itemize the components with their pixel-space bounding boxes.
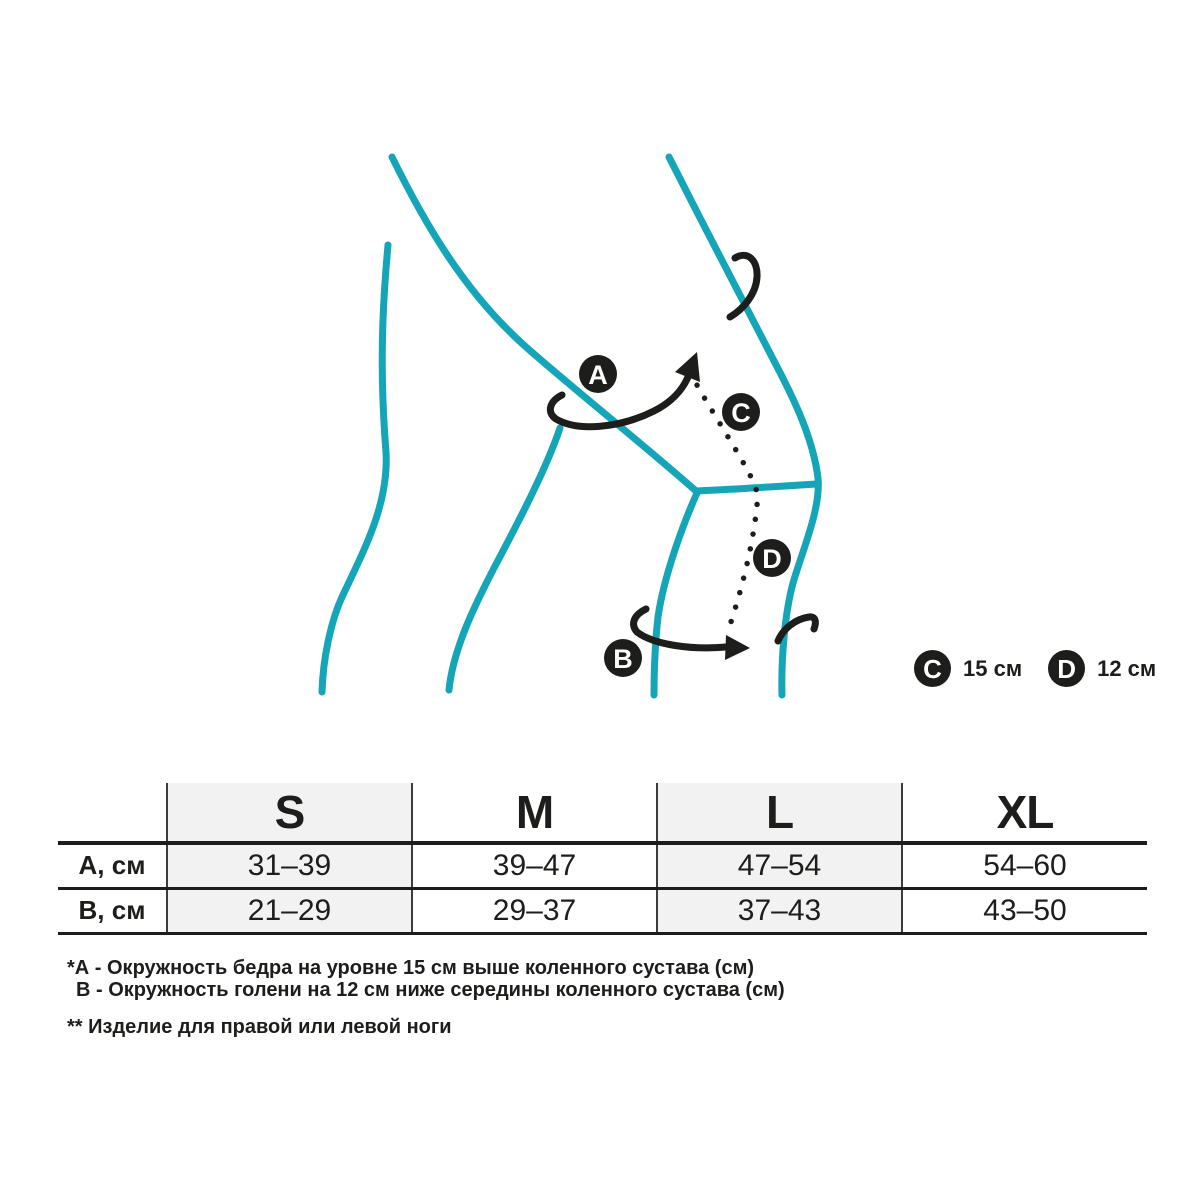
size-table-corner-cell [58,783,167,843]
column-header-l: L [657,783,902,843]
legend-value-c: 15 см [963,655,1023,681]
cell-a-m: 39–47 [412,843,657,888]
hanging-thigh-back-outline [449,428,560,690]
size-table [58,783,1147,935]
measurement-legend [914,650,1156,687]
legend-item-d [1048,650,1156,687]
back-hip-outline [322,245,388,692]
measure-b-arrow-arc [634,609,726,648]
badge-a-label: A [588,360,608,390]
cell-b-xl: 43–50 [902,888,1147,933]
legend-badge-d: D [1048,650,1085,687]
table-row-a [58,843,1147,888]
cell-a-l: 47–54 [657,843,902,888]
cell-b-s: 21–29 [167,888,412,933]
column-header-m: M [412,783,657,843]
row-label-a: А, см [78,850,146,881]
footnote-left-right: ** Изделие для правой или левой ноги [67,1016,452,1038]
cell-a-s: 31–39 [167,843,412,888]
footnote-a: *А - Окружность бедра на уровне 15 см выше коленного сустава (см) [67,957,755,979]
badge-b-label: B [613,644,633,674]
cell-b-l: 37–43 [657,888,902,933]
badge-c-label: C [731,398,751,428]
cell-a-xl: 54–60 [902,843,1147,888]
column-header-s: S [167,783,412,843]
footnote-b: В - Окружность голени на 12 см ниже середины коленного сустава (см) [76,979,785,1001]
shin-front-outline [654,493,697,695]
badge-d-label: D [762,544,782,574]
legend-value-d: 12 см [1097,655,1157,681]
table-row-b [58,888,1147,933]
measure-b-arrowhead [725,635,750,660]
thigh-top-outline [392,157,696,491]
column-header-xl: XL [902,783,1147,843]
size-table-header-row [58,783,1147,843]
legend-item-c [914,650,1022,687]
footnotes [67,957,785,1038]
legend-badge-c: C [914,650,951,687]
cell-b-m: 29–37 [412,888,657,933]
row-label-b: В, см [78,895,146,925]
